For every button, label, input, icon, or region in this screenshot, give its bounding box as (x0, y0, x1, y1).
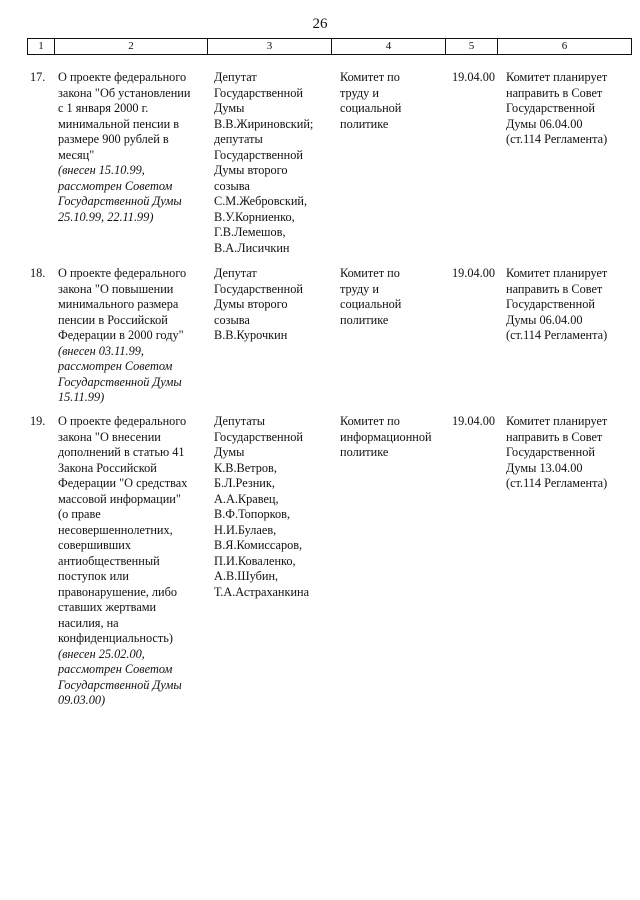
author-line: Н.И.Булаев, (214, 522, 277, 537)
committee-line: социальной (340, 101, 402, 115)
committee-line: политике (340, 312, 389, 327)
title-line: правонарушение, либо (58, 584, 178, 599)
note-line: Государственной Думы (58, 677, 182, 692)
title-line: ставших жертвами (58, 600, 157, 614)
author-line: В.Я.Комиссаров, (214, 538, 303, 552)
decision-line: направить в Совет (506, 85, 603, 100)
author-line: Государственной (214, 281, 303, 296)
title-line: закона "О повышении (58, 281, 174, 296)
author-line: Думы второго (214, 297, 288, 311)
committee-line: Комитет по (340, 414, 400, 428)
entry-committee (340, 70, 452, 132)
entry-authors (214, 266, 336, 344)
author-line: А.В.Шубин, (214, 569, 279, 583)
entry-decision (506, 266, 632, 344)
author-line: В.У.Корниенко, (214, 209, 295, 224)
title-line: поступок или (58, 569, 129, 583)
decision-line: направить в Совет (506, 281, 603, 296)
committee-line: труду и (340, 85, 379, 100)
header-col-3: 3 (208, 39, 332, 55)
author-line: В.В.Жириновский; (214, 116, 314, 131)
decision-line: Думы 13.04.00 (506, 460, 583, 475)
title-line: размере 900 рублей в (58, 132, 169, 146)
entry-decision (506, 414, 632, 492)
title-line: минимальной пенсии в (58, 116, 180, 131)
author-line: В.Ф.Топорков, (214, 507, 291, 521)
entry-number: 17. (30, 70, 46, 84)
entry-authors (214, 414, 336, 600)
title-line: (о праве (58, 507, 101, 521)
title-line: Закона Российской (58, 460, 157, 475)
decision-line: (ст.114 Регламента) (506, 328, 608, 342)
title-line: несовершеннолетних, (58, 522, 173, 537)
entry-date: 19.04.00 (452, 414, 496, 428)
author-line: Государственной (214, 147, 303, 162)
author-line: Государственной (214, 85, 303, 100)
author-line: созыва (214, 312, 250, 327)
title-line: месяц" (58, 147, 95, 162)
decision-line: Комитет планирует (506, 70, 608, 84)
note-line: (внесен 15.10.99, (58, 163, 145, 177)
title-line: О проекте федерального (58, 266, 187, 280)
entry-title (58, 70, 208, 225)
header-col-2: 2 (55, 39, 208, 55)
entry-title (58, 414, 208, 709)
note-line: рассмотрен Советом (58, 359, 173, 373)
author-line: Думы (214, 445, 245, 459)
committee-line: социальной (340, 297, 402, 311)
author-line: Депутат (214, 266, 257, 280)
author-line: Думы второго (214, 163, 288, 177)
title-line: О проекте федерального (58, 414, 187, 428)
title-line: совершивших (58, 538, 132, 552)
note-line: 09.03.00) (58, 693, 106, 707)
author-line: С.М.Жебровский, (214, 194, 308, 208)
title-line: Федерации в 2000 году" (58, 328, 184, 342)
title-line: Федерации "О средствах (58, 476, 188, 490)
author-line: Б.Л.Резник, (214, 476, 275, 490)
committee-line: Комитет по (340, 70, 400, 84)
author-line: Г.В.Лемешов, (214, 225, 286, 239)
entry-decision (506, 70, 632, 148)
title-line: конфиденциальность) (58, 631, 173, 645)
decision-line: Комитет планирует (506, 414, 608, 428)
header-col-6: 6 (498, 39, 632, 55)
header-col-5: 5 (446, 39, 498, 55)
decision-line: (ст.114 Регламента) (506, 476, 608, 490)
header-row (28, 39, 632, 55)
committee-line: политике (340, 445, 389, 459)
decision-line: направить в Совет (506, 429, 603, 444)
decision-line: Думы 06.04.00 (506, 312, 583, 327)
title-line: дополнений в статью 41 (58, 445, 185, 459)
author-line: Депутат (214, 70, 257, 84)
title-line: с 1 января 2000 г. (58, 101, 149, 115)
title-line: антиобщественный (58, 553, 160, 568)
title-line: насилия, на (58, 615, 119, 630)
title-line: закона "Об установлении (58, 85, 191, 100)
author-line: Думы (214, 101, 245, 115)
title-line: закона "О внесении (58, 429, 161, 444)
decision-line: Государственной (506, 297, 595, 311)
decision-line: Государственной (506, 445, 595, 459)
committee-line: информационной (340, 429, 432, 444)
author-line: В.В.Курочкин (214, 328, 288, 342)
note-line: рассмотрен Советом (58, 178, 173, 193)
committee-line: труду и (340, 281, 379, 296)
author-line: Государственной (214, 429, 303, 444)
author-line: созыва (214, 178, 250, 193)
entry-committee (340, 266, 452, 328)
header-col-4: 4 (332, 39, 446, 55)
decision-line: Государственной (506, 101, 595, 115)
entry-number: 19. (30, 414, 46, 428)
note-line: рассмотрен Советом (58, 662, 173, 676)
author-line: П.И.Коваленко, (214, 553, 296, 568)
entry-committee (340, 414, 452, 461)
title-line: О проекте федерального (58, 70, 187, 84)
author-line: Т.А.Астраханкина (214, 584, 310, 599)
entry-date: 19.04.00 (452, 70, 496, 84)
author-line: Депутаты (214, 414, 266, 428)
entry-title (58, 266, 208, 406)
author-line: К.В.Ветров, (214, 460, 277, 475)
header-col-1: 1 (28, 39, 55, 55)
entry-date: 19.04.00 (452, 266, 496, 280)
author-line: А.А.Кравец, (214, 491, 279, 506)
note-line: (внесен 03.11.99, (58, 343, 144, 358)
note-line: 25.10.99, 22.11.99) (58, 209, 154, 224)
title-line: пенсии в Российской (58, 312, 168, 327)
decision-line: Думы 06.04.00 (506, 116, 583, 131)
title-line: массовой информации" (58, 491, 181, 506)
column-header-table (27, 38, 632, 55)
note-line: (внесен 25.02.00, (58, 646, 145, 661)
entry-authors (214, 70, 336, 256)
author-line: депутаты (214, 132, 263, 146)
note-line: 15.11.99) (58, 390, 105, 404)
entry-number: 18. (30, 266, 46, 280)
decision-line: Комитет планирует (506, 266, 608, 280)
page-number: 26 (312, 16, 328, 32)
note-line: Государственной Думы (58, 194, 182, 208)
committee-line: Комитет по (340, 266, 400, 280)
note-line: Государственной Думы (58, 374, 182, 389)
decision-line: (ст.114 Регламента) (506, 132, 608, 146)
author-line: В.А.Лисичкин (214, 240, 290, 255)
committee-line: политике (340, 116, 389, 131)
title-line: минимального размера (58, 297, 179, 311)
